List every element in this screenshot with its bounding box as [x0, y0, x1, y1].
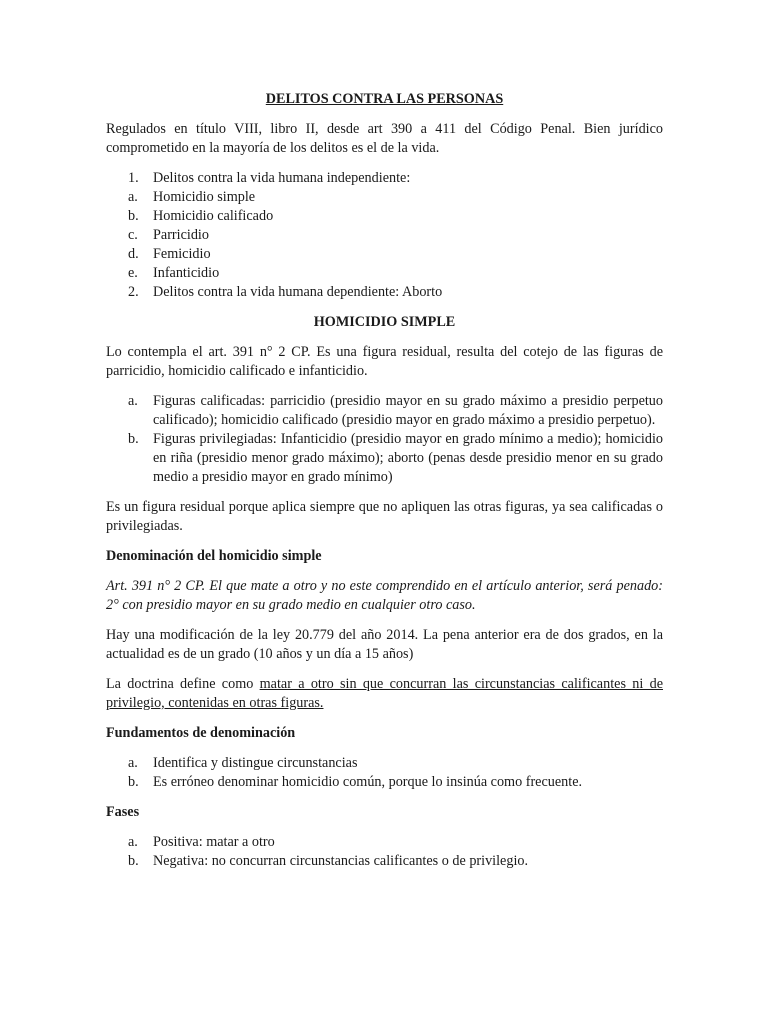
list-item [106, 226, 663, 245]
fundamentos-heading: Fundamentos de denominación [106, 725, 296, 741]
list-item-text: Delitos contra la vida humana dependiente: Aborto [153, 284, 443, 300]
article-quote: Art. 391 n° 2 CP. El que mate a otro y no este comprendido en el artículo anterior, será penado: 2° con presidio mayor en su grado medio en cualquier otro caso. [106, 578, 663, 613]
list-marker: d. [128, 246, 139, 262]
doctrina-prefix: La doctrina define como [106, 676, 260, 692]
list-item-text: Figuras calificadas: parricidio (presidio mayor en su grado máximo a presidio perpetuo calificado); homicidio calificado (presidio mayor en grado máximo a presidio perpetuo). [153, 393, 663, 428]
list-marker: b. [128, 853, 139, 869]
list-item [106, 264, 663, 283]
list-item [106, 283, 663, 302]
list-item-text: Identifica y distingue circunstancias [153, 755, 358, 771]
crimes-list [106, 169, 663, 302]
list-marker: b. [128, 774, 139, 790]
list-marker: 1. [128, 170, 139, 186]
list-item-text: Positiva: matar a otro [153, 834, 275, 850]
list-item [106, 852, 663, 871]
list-item [106, 773, 663, 792]
list-item-text: Homicidio calificado [153, 208, 274, 224]
section-title: HOMICIDIO SIMPLE [313, 314, 456, 330]
list-item-text: Delitos contra la vida humana independiente: [153, 170, 411, 186]
fases-heading: Fases [106, 804, 140, 820]
figures-list [106, 392, 663, 487]
list-marker: a. [128, 189, 138, 205]
list-item [106, 188, 663, 207]
list-item-text: Infanticidio [153, 265, 220, 281]
list-item [106, 430, 663, 487]
list-item [106, 754, 663, 773]
list-item-text: Negativa: no concurran circunstancias calificantes o de privilegio. [153, 853, 529, 869]
list-marker: b. [128, 431, 139, 447]
doctrina-paragraph [106, 675, 663, 713]
list-marker: a. [128, 834, 138, 850]
list-item [106, 392, 663, 430]
list-marker: a. [128, 393, 138, 409]
list-item-text: Femicidio [153, 246, 211, 262]
list-item-text: Parricidio [153, 227, 209, 243]
list-item [106, 169, 663, 188]
list-marker: b. [128, 208, 139, 224]
fundamentos-list [106, 754, 663, 792]
list-marker: a. [128, 755, 138, 771]
list-marker: e. [128, 265, 138, 281]
intro-paragraph: Regulados en título VIII, libro II, desde art 390 a 411 del Código Penal. Bien jurídico comprometido en la mayoría de los delitos es el de la vida. [106, 121, 663, 156]
list-item-text: Es erróneo denominar homicidio común, porque lo insinúa como frecuente. [153, 774, 583, 790]
doctrina-definition: matar a otro sin que concurran las circunstancias calificantes ni de privilegio, contenidas en otras figuras. [106, 676, 663, 711]
residual-paragraph: Es un figura residual porque aplica siempre que no apliquen las otras figuras, ya sea calificadas o privilegiadas. [106, 499, 663, 534]
list-marker: 2. [128, 284, 139, 300]
denominacion-heading: Denominación del homicidio simple [106, 548, 322, 564]
list-item [106, 833, 663, 852]
list-item-text: Figuras privilegiadas: Infanticidio (presidio mayor en grado mínimo a medio); homicidio en riña (presidio menor grado máximo); aborto (penas desde presidio menor en su grado medio a presidio mayor en grado mínimo) [153, 431, 663, 485]
list-item [106, 245, 663, 264]
list-marker: c. [128, 227, 138, 243]
contempla-paragraph: Lo contempla el art. 391 n° 2 CP. Es una figura residual, resulta del cotejo de las figuras de parricidio, homicidio calificado e infanticidio. [106, 344, 663, 379]
list-item [106, 207, 663, 226]
modificacion-paragraph: Hay una modificación de la ley 20.779 del año 2014. La pena anterior era de dos grados, en la actualidad es de un grado (10 años y un día a 15 años) [106, 627, 663, 662]
fases-list [106, 833, 663, 871]
document-title: DELITOS CONTRA LAS PERSONAS [265, 91, 504, 107]
list-item-text: Homicidio simple [153, 189, 256, 205]
